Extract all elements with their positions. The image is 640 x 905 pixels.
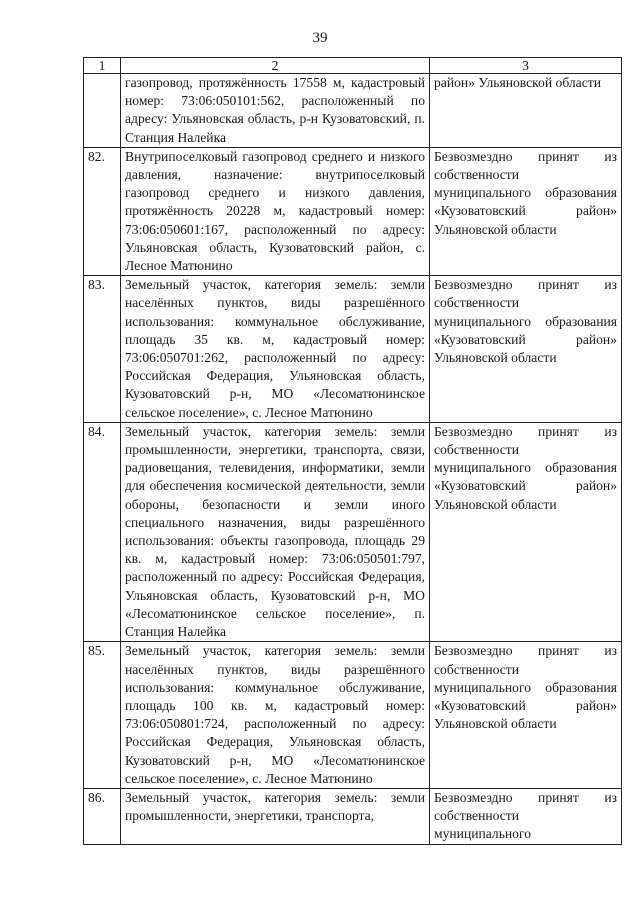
- page-number: 39: [312, 30, 328, 46]
- row-basis: Безвозмездно принят из собственности муниципального образования «Кузоватовский район» Ульяновской области: [430, 422, 622, 641]
- row-basis: Безвозмездно принят из собственности муниципального образования «Кузоватовский район» Ульяновской области: [430, 642, 622, 789]
- row-description: Земельный участок, категория земель: земли промышленности, энергетики, транспорта,: [121, 788, 430, 844]
- row-number: 82.: [84, 147, 121, 275]
- row-description: Внутрипоселковый газопровод среднего и низкого давления, назначение: внутрипоселковый газопровод среднего и низкого давления, протяжённость 20228 м, кадастровый номер: 73:06:050601:167, расположенный по адресу: Ульяновская область, Кузоватовский район, с. Лесное Матюнино: [121, 147, 430, 275]
- table-row: [84, 147, 622, 275]
- row-number: [84, 74, 121, 148]
- row-basis: Безвозмездно принят из собственности муниципального образования «Кузоватовский район» Ульяновской области: [430, 276, 622, 423]
- row-number: 84.: [84, 422, 121, 641]
- row-description: Земельный участок, категория земель: земли населённых пунктов, виды разрешённого использования: коммунальное обслуживание, площадь 100 кв. м, кадастровый номер: 73:06:050801:724, расположенный по адресу: Российская Федерация, Ульяновская область, Кузоватовский р-н, МО «Лесоматюнинское сельское поселение», с. Лесное Матюнино: [121, 642, 430, 789]
- row-number: 86.: [84, 788, 121, 844]
- table-row: [84, 788, 622, 844]
- table-row: [84, 276, 622, 423]
- row-number: 85.: [84, 642, 121, 789]
- property-table: [83, 57, 622, 845]
- row-basis: Безвозмездно принят из собственности муниципального: [430, 788, 622, 844]
- header-col-3: 3: [430, 58, 622, 74]
- row-description: Земельный участок, категория земель: земли населённых пунктов, виды разрешённого использования: коммунальное обслуживание, площадь 35 кв. м, кадастровый номер: 73:06:050701:262, расположенный по адресу: Российская Федерация, Ульяновская область, Кузоватовский р-н, МО «Лесоматюнинское сельское поселение», с. Лесное Матюнино: [121, 276, 430, 423]
- table-header-row: [84, 58, 622, 74]
- table-row: [84, 642, 622, 789]
- row-basis: Безвозмездно принят из собственности муниципального образования «Кузоватовский район» Ульяновской области: [430, 147, 622, 275]
- row-number: 83.: [84, 276, 121, 423]
- row-basis: район» Ульяновской области: [430, 74, 622, 148]
- table-row: [84, 422, 622, 641]
- header-col-2: 2: [121, 58, 430, 74]
- header-col-1: 1: [84, 58, 121, 74]
- row-description: Земельный участок, категория земель: земли промышленности, энергетики, транспорта, связи, радиовещания, телевидения, информатики, земли для обеспечения космической деятельности, земли обороны, безопасности и земли иного специального назначения, виды разрешённого использования: объекты газопровода, площадь 29 кв. м, кадастровый номер: 73:06:050501:797, расположенный по адресу: Российская Федерация, Ульяновская область, Кузоватовский р-н, МО «Лесоматюнинское сельское поселение», п. Станция Налейка: [121, 422, 430, 641]
- table-row: [84, 74, 622, 148]
- row-description: газопровод, протяжённость 17558 м, кадастровый номер: 73:06:050101:562, расположенный по адресу: Ульяновская область, р-н Кузоватовский, п. Станция Налейка: [121, 74, 430, 148]
